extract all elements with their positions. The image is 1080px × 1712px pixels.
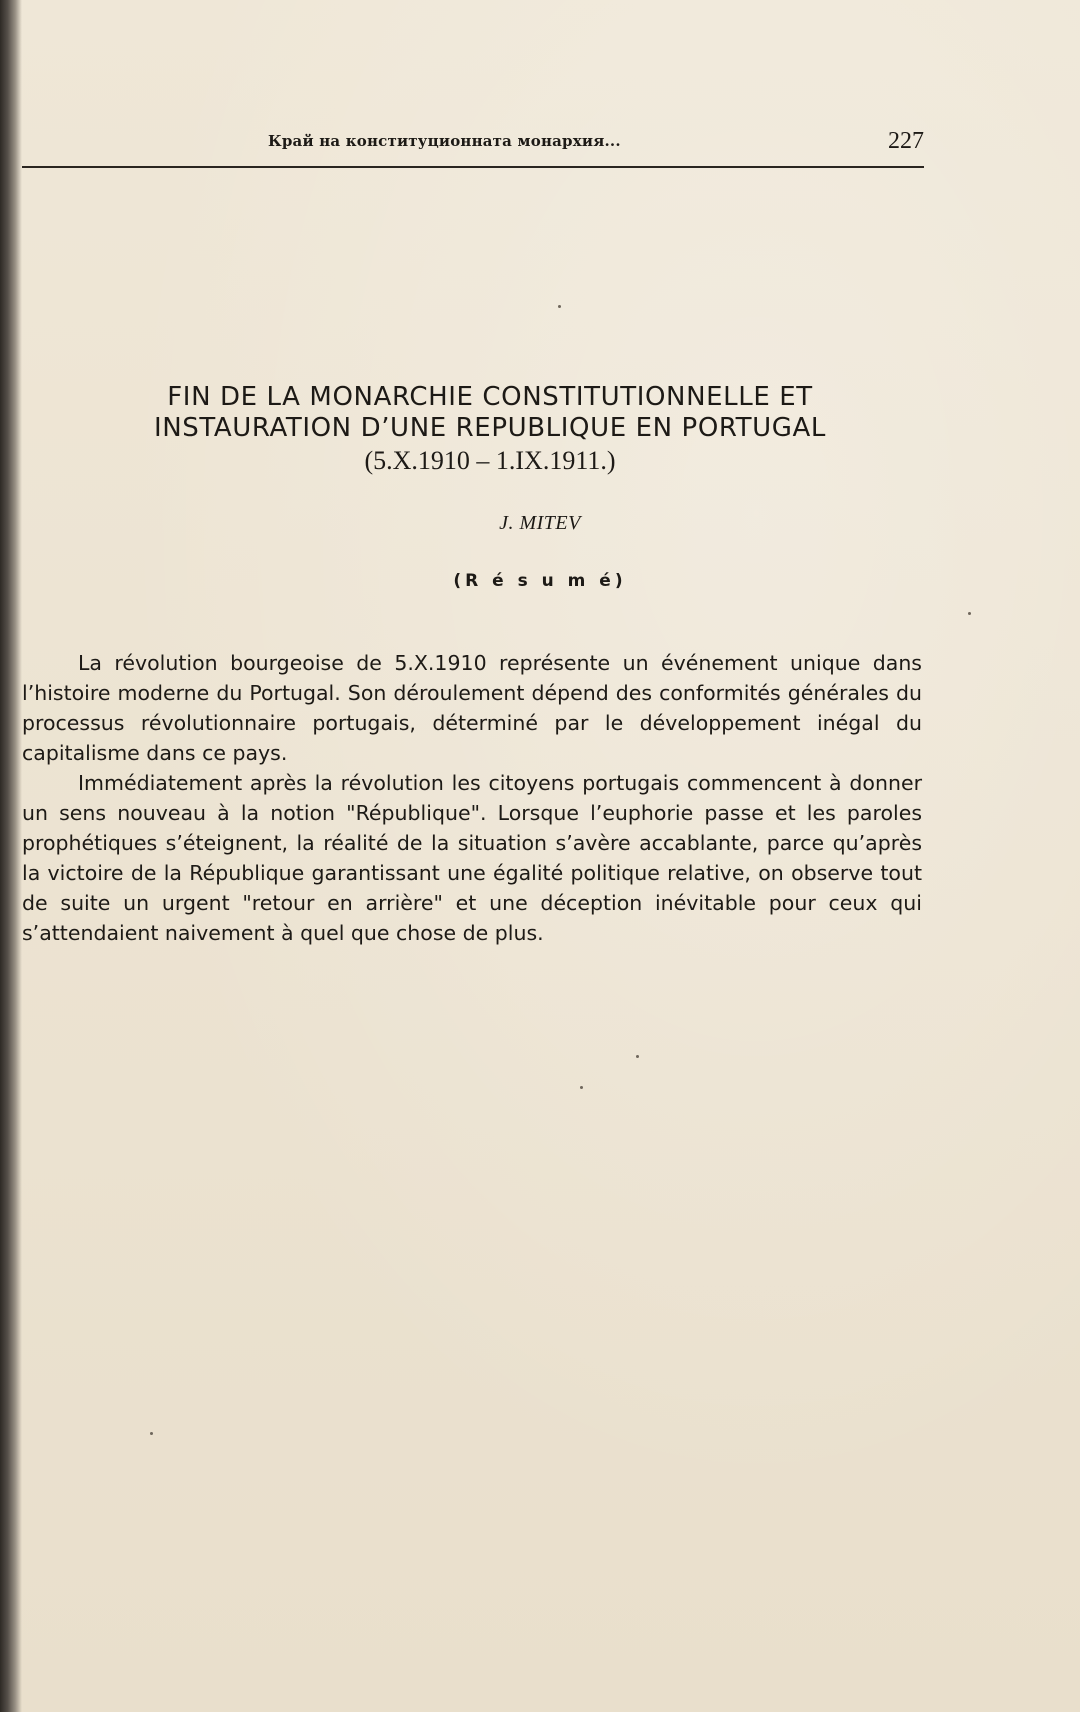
page-number: 227	[888, 128, 924, 154]
book-binding-edge	[0, 0, 22, 1712]
resume-label: (R é s u m é)	[453, 571, 627, 591]
paper-speck	[558, 305, 561, 308]
author-name: J. MITEV	[499, 512, 581, 534]
title-dates: (5.X.1910 – 1.IX.1911.)	[364, 446, 616, 475]
article-title	[60, 382, 920, 478]
header-rule	[22, 166, 924, 168]
running-title: Край на конституционната монархия...	[268, 132, 621, 150]
running-header	[22, 128, 924, 168]
paper-speck	[636, 1055, 639, 1058]
paper-speck	[968, 612, 971, 615]
paper-speck	[580, 1086, 583, 1089]
abstract-body	[22, 648, 922, 948]
paper-speck	[150, 1432, 153, 1435]
paragraph-1: La révolution bourgeoise de 5.X.1910 représente un événement unique dans l’histoire moderne du Portugal. Son déroulement dépend des conformités générales du processus révolutionnaire portugais, déterminé par le développement inégal du capitalisme dans ce pays.	[22, 651, 922, 765]
title-line-2: INSTAURATION D’UNE REPUBLIQUE EN PORTUGAL	[153, 413, 827, 443]
title-line-1: FIN DE LA MONARCHIE CONSTITUTIONNELLE ET	[167, 382, 813, 412]
paragraph-2: Immédiatement après la révolution les citoyens portugais commencent à donner un sens nouveau à la notion "République". Lorsque l’euphorie passe et les paroles prophétiques s’éteignent, la réalité de la situation s’avère accablante, parce qu’après la victoire de la République garantissant une égalité politique relative, on observe tout de suite un urgent "retour en arrière" et une déception inévitable pour ceux qui s’attendaient naivement à quel que chose de plus.	[22, 771, 922, 945]
